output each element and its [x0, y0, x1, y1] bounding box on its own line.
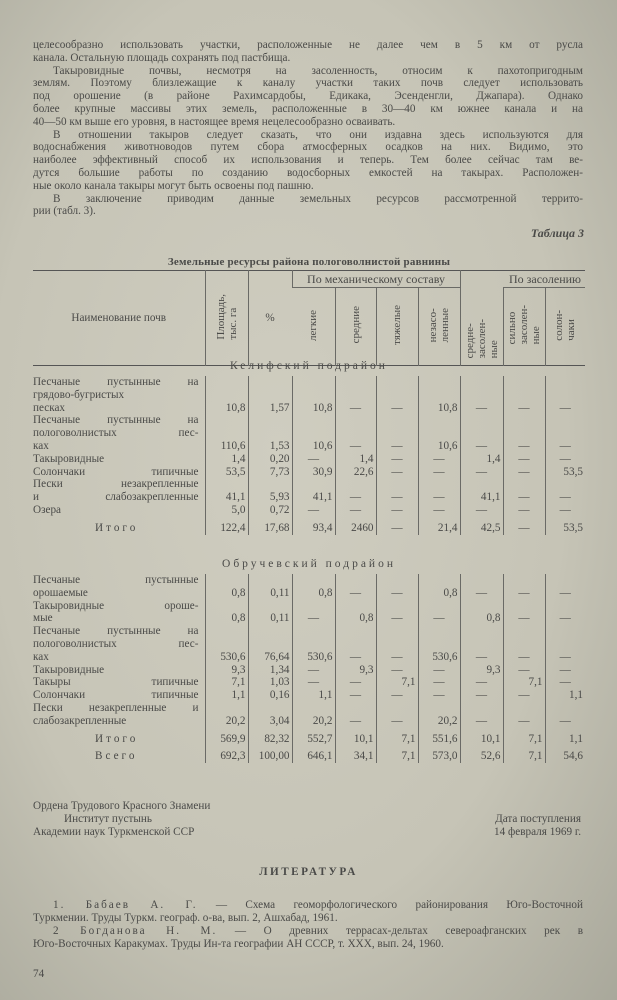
value-cell: —: [335, 676, 376, 689]
value-cell: 10,6: [292, 414, 335, 452]
value-cell: 573,0: [418, 745, 460, 763]
table-title: Земельные ресурсы района пологоволнистой равнины: [167, 256, 451, 268]
header-light: легкие: [307, 309, 320, 341]
value-cell: —: [335, 689, 376, 702]
table-row: [33, 376, 585, 414]
value-cell: —: [292, 504, 335, 517]
value-cell: 9,3: [460, 664, 503, 677]
value-cell: —: [335, 574, 376, 600]
soil-name: Пески незакрепленные и слабозакрепленные: [33, 701, 199, 727]
value-cell: 7,1: [376, 745, 418, 763]
text-line: ные около канала такыры могут быть освоены под пашню.: [33, 179, 314, 192]
value-cell: —: [335, 376, 376, 414]
value-cell: —: [460, 574, 503, 600]
value-cell: —: [503, 414, 545, 452]
value-cell: 9,3: [205, 664, 248, 677]
value-cell: 1,57: [248, 376, 292, 414]
text-line: 40—50 км выше его уровня, в настоящее время нецелесообразно осваивать.: [33, 115, 396, 128]
value-cell: 0,72: [248, 504, 292, 517]
soil-name: Песчаные пустынные орошаемые: [33, 574, 199, 599]
table-row: [33, 504, 585, 517]
soil-name: Итого: [95, 732, 139, 745]
value-cell: 10,1: [460, 728, 503, 746]
value-cell: —: [376, 689, 418, 702]
value-cell: 530,6: [292, 625, 335, 663]
value-cell: 17,68: [248, 517, 292, 535]
value-cell: 9,3: [335, 664, 376, 677]
value-cell: —: [376, 376, 418, 414]
value-cell: —: [418, 664, 460, 677]
value-cell: 7,1: [503, 745, 545, 763]
soil-name: Песчаные пустынные на пологоволнистых пес- ках: [33, 625, 199, 663]
value-cell: 0,20: [248, 453, 292, 466]
value-cell: 0,8: [460, 600, 503, 626]
soil-name: Такыры типичные: [33, 676, 199, 689]
value-cell: —: [545, 702, 585, 728]
value-cell: —: [545, 376, 585, 414]
text-line: Такыровидные почвы, несмотря на засоленность, относим к пахотопригодным: [53, 64, 583, 77]
value-cell: 1,4: [205, 453, 248, 466]
value-cell: —: [418, 689, 460, 702]
reference-author: 2 Богданова Н. М.: [53, 925, 218, 937]
table-row: [33, 453, 585, 466]
value-cell: 1,03: [248, 676, 292, 689]
value-cell: 10,8: [292, 376, 335, 414]
table-caption: Таблица 3: [530, 226, 584, 240]
soil-name: Солончаки типичные: [33, 465, 199, 478]
value-cell: 93,4: [292, 517, 335, 535]
value-cell: —: [376, 600, 418, 626]
value-cell: 20,2: [292, 702, 335, 728]
value-cell: —: [503, 689, 545, 702]
text-line: дутся большие работы по созданию водосборных емкостей на такырах. Расположен-: [33, 167, 583, 179]
value-cell: —: [545, 676, 585, 689]
reference-2-line-1: 2 Богданова Н. М. — О древних террасах-дельтах североафганских рек в: [53, 925, 584, 937]
literature-title: ЛИТЕРАТУРА: [259, 866, 358, 878]
value-cell: —: [292, 600, 335, 626]
value-cell: 52,6: [460, 745, 503, 763]
text-line: канала. Остальную площадь сохранять под пастбища.: [33, 51, 291, 64]
value-cell: —: [335, 504, 376, 517]
soil-name: Песчаные пустынные на грядово-бугристых песках: [33, 376, 199, 414]
value-cell: 7,1: [503, 676, 545, 689]
value-cell: —: [503, 466, 545, 479]
value-cell: —: [376, 664, 418, 677]
value-cell: 100,00: [248, 745, 292, 763]
value-cell: 7,1: [205, 676, 248, 689]
value-cell: 551,6: [418, 728, 460, 746]
reference-author: 1. Бабаев А. Г.: [53, 899, 198, 911]
value-cell: —: [503, 504, 545, 517]
received-label: Дата поступления: [495, 813, 581, 825]
institution-line-2: Институт пустынь: [64, 813, 152, 825]
text-line: под орошение (в районе Рахимсардобы, Едикака, Эсенденгли, Джапара). Однако: [33, 90, 583, 103]
header-salt-strong: сильно засолен- ные: [503, 288, 545, 366]
value-cell: 110,6: [205, 414, 248, 452]
value-cell: 7,1: [503, 728, 545, 746]
value-cell: —: [418, 600, 460, 626]
text-line: рии (табл. 3).: [33, 205, 96, 218]
reference-1-line-2: Туркмении. Труды Туркм. географ. о-ва, вып. 2, Ашхабад, 1961.: [33, 912, 338, 924]
value-cell: 22,6: [335, 466, 376, 479]
header-solonchak: солон- чаки: [545, 288, 585, 366]
value-cell: 5,93: [248, 478, 292, 504]
value-cell: —: [503, 664, 545, 677]
header-salt-medium: средне- засолен- ные: [460, 271, 503, 366]
table-row: [33, 702, 585, 728]
table-row: [33, 414, 585, 452]
value-cell: —: [418, 466, 460, 479]
value-cell: 1,4: [335, 453, 376, 466]
value-cell: 20,2: [418, 702, 460, 728]
value-cell: 0,8: [205, 574, 248, 600]
value-cell: 10,1: [335, 728, 376, 746]
soil-name: Такыровидные: [33, 663, 105, 676]
value-cell: —: [418, 453, 460, 466]
value-cell: 10,6: [418, 414, 460, 452]
soil-name: Солончаки типичные: [33, 689, 199, 702]
total-row: [33, 745, 585, 763]
header-unsalted: незасо- ленные: [418, 288, 460, 366]
value-cell: 34,1: [335, 745, 376, 763]
text-line: наиболее эффективный способ их использования и теперь. Тем более сейчас там ве-: [33, 154, 583, 167]
value-cell: 76,64: [248, 625, 292, 663]
value-cell: —: [376, 702, 418, 728]
value-cell: 0,16: [248, 689, 292, 702]
value-cell: —: [292, 453, 335, 466]
value-cell: —: [335, 414, 376, 452]
value-cell: —: [460, 702, 503, 728]
value-cell: 530,6: [418, 625, 460, 663]
value-cell: 41,1: [460, 478, 503, 504]
value-cell: —: [335, 478, 376, 504]
value-cell: 0,8: [335, 600, 376, 626]
soil-name: Пески незакрепленные и слабозакрепленные: [33, 478, 199, 504]
value-cell: 21,4: [418, 517, 460, 535]
text-line: более крупные массивы этих земель, расположенные в 30—40 км южнее канала и на: [33, 103, 583, 115]
value-cell: 41,1: [292, 478, 335, 504]
value-cell: 1,1: [205, 689, 248, 702]
value-cell: 10,8: [418, 376, 460, 414]
value-cell: 82,32: [248, 728, 292, 746]
value-cell: —: [545, 414, 585, 452]
value-cell: 30,9: [292, 466, 335, 479]
reference-1-line-1: 1. Бабаев А. Г. — Схема геоморфологического районирования Юго-Восточной: [53, 899, 583, 911]
text-line: землям. Поэтому близлежащие к каналу участки таких почв следует использовать: [33, 77, 583, 90]
text-line: В отношении такыров следует сказать, что они издавна здесь используются для: [53, 128, 583, 141]
value-cell: 0,8: [418, 574, 460, 600]
value-cell: —: [418, 676, 460, 689]
value-cell: —: [503, 600, 545, 626]
value-cell: —: [376, 574, 418, 600]
value-cell: 1,1: [545, 728, 585, 746]
section-title-obruchev: Обручевский подрайон: [222, 558, 396, 570]
value-cell: —: [376, 625, 418, 663]
value-cell: —: [418, 504, 460, 517]
value-cell: —: [376, 504, 418, 517]
value-cell: —: [545, 478, 585, 504]
value-cell: —: [545, 453, 585, 466]
value-cell: —: [545, 664, 585, 677]
soil-name: Такыровидные ороше- мые: [33, 599, 199, 625]
value-cell: —: [545, 600, 585, 626]
value-cell: 0,11: [248, 600, 292, 626]
value-cell: 1,53: [248, 414, 292, 452]
value-cell: 530,6: [205, 625, 248, 663]
table-row: [33, 664, 585, 677]
value-cell: 7,1: [376, 728, 418, 746]
value-cell: —: [503, 376, 545, 414]
header-group-mechanical: По механическому составу: [292, 271, 460, 288]
table-row: [33, 625, 585, 663]
value-cell: 646,1: [292, 745, 335, 763]
reference-2-line-2: Юго-Восточных Каракумах. Труды Ин-та географии АН СССР, т. XXX, вып. 24, 1960.: [33, 938, 444, 950]
value-cell: 1,1: [292, 689, 335, 702]
value-cell: 53,5: [545, 517, 585, 535]
received-date: 14 февраля 1969 г.: [494, 826, 581, 838]
value-cell: 1,1: [545, 689, 585, 702]
value-cell: 54,6: [545, 745, 585, 763]
institution-line-1: Ордена Трудового Красного Знамени: [33, 800, 211, 812]
value-cell: —: [460, 466, 503, 479]
text-line: целесообразно использовать участки, расположенные не далее чем в 5 км от русла: [33, 39, 583, 51]
header-heavy: тяжелые: [376, 288, 418, 366]
page-number: 74: [33, 968, 45, 980]
value-cell: —: [292, 676, 335, 689]
value-cell: 42,5: [460, 517, 503, 535]
value-cell: —: [503, 453, 545, 466]
table-row: [33, 676, 585, 689]
soil-name: Озера: [33, 503, 62, 516]
value-cell: —: [460, 376, 503, 414]
value-cell: —: [335, 702, 376, 728]
value-cell: 3,04: [248, 702, 292, 728]
value-cell: —: [503, 517, 545, 535]
value-cell: 10,8: [205, 376, 248, 414]
table-section-kelif: [33, 376, 585, 535]
value-cell: 0,8: [205, 600, 248, 626]
header-area: Площадь, тыс. га: [205, 271, 248, 366]
value-cell: 0,8: [292, 574, 335, 600]
total-row: [33, 517, 585, 535]
table-row: [33, 600, 585, 626]
value-cell: 0,11: [248, 574, 292, 600]
value-cell: 569,9: [205, 728, 248, 746]
value-cell: 1,34: [248, 664, 292, 677]
value-cell: —: [376, 414, 418, 452]
soil-name: Всего: [95, 750, 138, 763]
value-cell: —: [335, 625, 376, 663]
value-cell: 41,1: [205, 478, 248, 504]
value-cell: —: [418, 478, 460, 504]
header-name: Наименование почв: [71, 312, 167, 324]
table-section-obruchev: [33, 574, 585, 763]
value-cell: —: [376, 453, 418, 466]
value-cell: 7,73: [248, 466, 292, 479]
value-cell: —: [376, 517, 418, 535]
soil-name: Такыровидные: [33, 452, 105, 465]
value-cell: —: [376, 478, 418, 504]
section-title-kelif: Келифский подрайон: [230, 360, 388, 372]
value-cell: 122,4: [205, 517, 248, 535]
header-group-salinity: По засолению: [503, 271, 585, 288]
value-cell: 5,0: [205, 504, 248, 517]
header-percent: %: [248, 271, 292, 366]
header-medium: средние: [335, 288, 376, 366]
value-cell: —: [503, 574, 545, 600]
value-cell: 20,2: [205, 702, 248, 728]
value-cell: 7,1: [376, 676, 418, 689]
value-cell: —: [503, 702, 545, 728]
value-cell: 552,7: [292, 728, 335, 746]
value-cell: 692,3: [205, 745, 248, 763]
value-cell: —: [503, 625, 545, 663]
table-row: [33, 574, 585, 600]
text-line: водоснабжения животноводов путем сбора атмосферных осадков на них. Видимо, это: [33, 141, 583, 154]
table-row: [33, 478, 585, 504]
value-cell: —: [292, 664, 335, 677]
institution-line-3: Академии наук Туркменской ССР: [33, 826, 195, 838]
value-cell: 53,5: [205, 466, 248, 479]
value-cell: —: [460, 676, 503, 689]
value-cell: —: [376, 466, 418, 479]
value-cell: 53,5: [545, 466, 585, 479]
text-line: В заключение приводим данные земельных ресурсов рассмотренной террито-: [53, 192, 583, 205]
value-cell: —: [460, 504, 503, 517]
value-cell: —: [460, 689, 503, 702]
total-row: [33, 728, 585, 746]
value-cell: —: [503, 478, 545, 504]
soil-name: Итого: [95, 521, 139, 534]
table-row: [33, 466, 585, 479]
table-row: [33, 689, 585, 702]
value-cell: —: [545, 625, 585, 663]
value-cell: —: [460, 625, 503, 663]
value-cell: —: [545, 574, 585, 600]
value-cell: —: [545, 504, 585, 517]
table-header: [33, 270, 585, 366]
value-cell: 1,4: [460, 453, 503, 466]
value-cell: 2460: [335, 517, 376, 535]
soil-name: Песчаные пустынные на пологоволнистых пес- ках: [33, 414, 199, 452]
value-cell: —: [460, 414, 503, 452]
